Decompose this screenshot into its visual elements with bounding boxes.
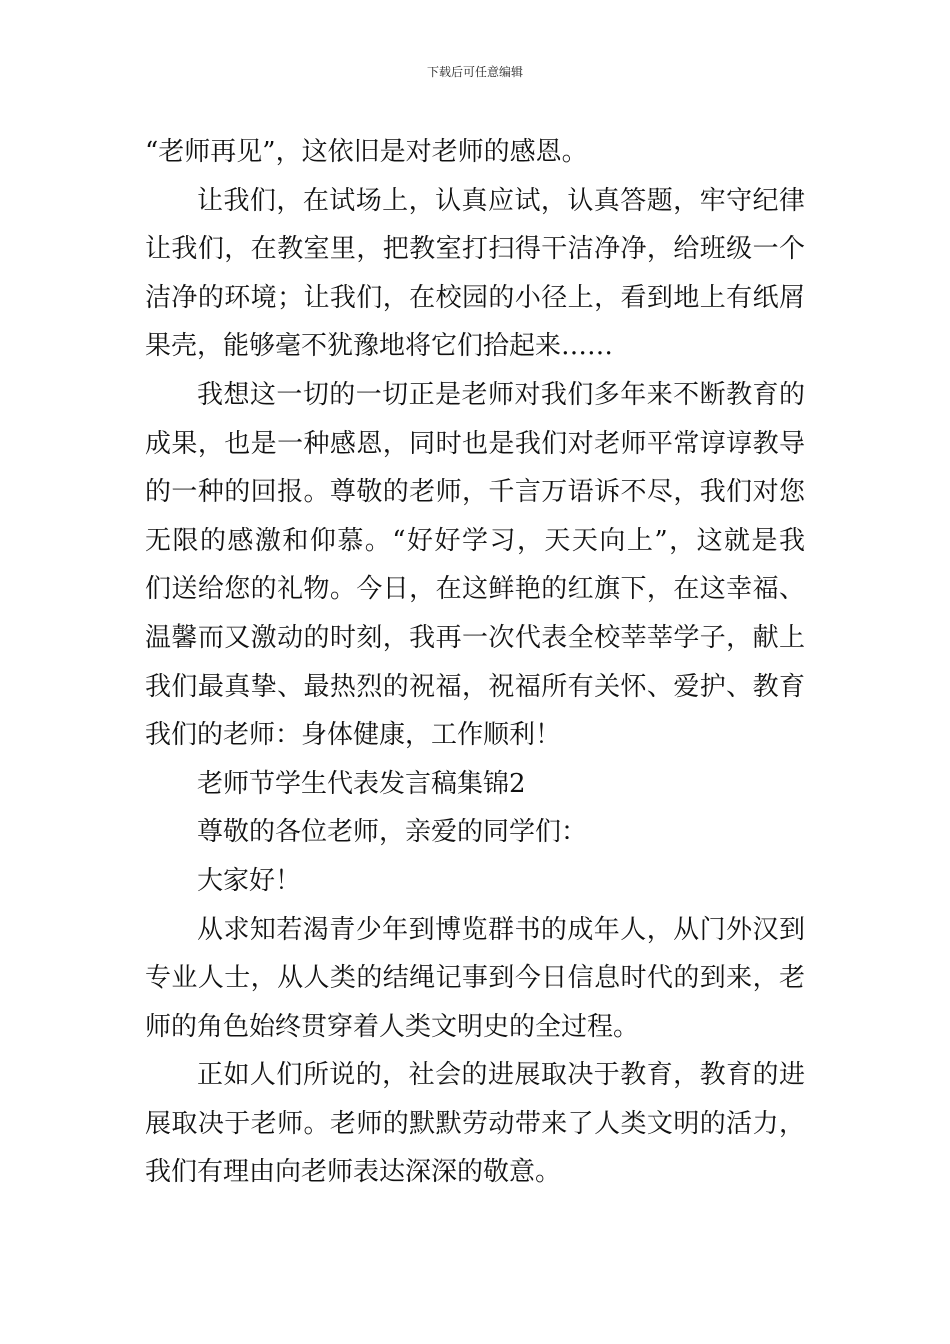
text-line: 我们的老师：身体健康，工作顺利！ <box>145 720 562 751</box>
page-header-note: 下载后可任意编辑 <box>426 65 523 79</box>
text-line: 我们最真挚、最热烈的祝福，祝福所有关怀、爱护、教育 <box>145 671 805 702</box>
text-line: 洁净的环境；让我们，在校园的小径上，看到地上有纸屑 <box>145 282 805 313</box>
text-line: 我想这一切的一切正是老师对我们多年来不断教育的 <box>197 379 805 410</box>
text-line: 从求知若渴青少年到博览群书的成年人，从门外汉到 <box>197 914 805 945</box>
text-line: “老师再见”，这依旧是对老师的感恩。 <box>145 137 588 167</box>
text-line: 我们有理由向老师表达深深的敬意。 <box>145 1157 562 1188</box>
text-line: 展取决于老师。老师的默默劳动带来了人类文明的活力， <box>145 1108 805 1139</box>
text-line: 专业人士，从人类的结绳记事到今日信息时代的到来，老 <box>145 963 805 994</box>
text-line: 无限的感激和仰慕。“好好学习，天天向上”，这就是我 <box>145 525 805 556</box>
text-line: 大家好！ <box>197 865 302 896</box>
document-body <box>145 128 805 1197</box>
text-line: 成果，也是一种感恩，同时也是我们对老师平常谆谆教导 <box>145 428 805 459</box>
text-line: 让我们，在试场上，认真应试，认真答题，牢守纪律 <box>197 185 805 216</box>
text-line: 们送给您的礼物。今日，在这鲜艳的红旗下，在这幸福、 <box>145 574 805 605</box>
text-line: 尊敬的各位老师，亲爱的同学们： <box>197 817 588 848</box>
text-line: 让我们，在教室里，把教室打扫得干洁净净，给班级一个 <box>145 234 805 265</box>
text-line: 果壳，能够毫不犹豫地将它们拾起来…… <box>145 331 614 362</box>
text-line: 师的角色始终贯穿着人类文明史的全过程。 <box>145 1011 640 1042</box>
text-line: 的一种的回报。尊敬的老师，千言万语诉不尽，我们对您 <box>145 477 805 508</box>
text-line: 温馨而又激动的时刻，我再一次代表全校莘莘学子，献上 <box>145 622 805 653</box>
text-line: 正如人们所说的，社会的进展取决于教育，教育的进 <box>197 1060 805 1091</box>
text-line: 老师节学生代表发言稿集锦2 <box>197 768 526 799</box>
